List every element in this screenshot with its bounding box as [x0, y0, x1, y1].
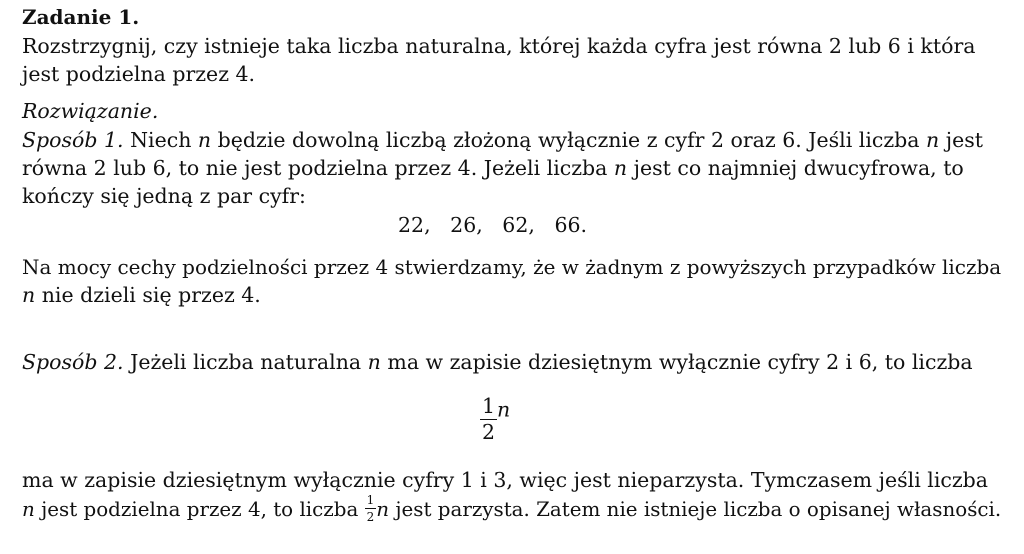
digit-pairs-list: 22, 26, 62, 66. — [398, 213, 588, 237]
variable-n: n — [22, 283, 36, 307]
variable-n: n — [613, 156, 628, 180]
fraction-one-half — [480, 396, 497, 442]
method-2-line-3 — [22, 494, 1001, 523]
text-segment: jest podzielna przez 4, to liczba — [34, 498, 365, 521]
variable-n: n — [376, 498, 390, 521]
fraction-numerator: 1 — [482, 394, 496, 418]
text-segment: równa 2 lub 6, to nie jest podzielna przez 4. Jeżeli liczba — [22, 156, 614, 180]
text-segment: Niech — [123, 128, 198, 152]
text-segment: Jeżeli liczba naturalna — [123, 350, 368, 374]
method-1-line-5 — [22, 282, 261, 308]
variable-n: n — [926, 128, 940, 152]
fraction-denominator: 2 — [482, 419, 496, 444]
variable-n: n — [367, 350, 381, 374]
fraction-numerator: 1 — [366, 493, 375, 507]
fraction-denominator: 2 — [366, 510, 375, 524]
text-segment: jest — [939, 128, 984, 152]
method-1-label: Sposób 1. — [22, 128, 124, 152]
variable-n: n — [22, 498, 35, 521]
variable-n: n — [497, 397, 511, 422]
text-segment: jest co najmniej dwucyfrowa, to — [627, 156, 964, 180]
text-segment: jest parzysta. Zatem nie istnieje liczba o opisanej własności. — [389, 498, 1002, 521]
method-1-line-3: kończy się jedną z par cyfr: — [22, 184, 306, 208]
solution-label: Rozwiązanie. — [22, 99, 159, 123]
method-1-line-1 — [22, 127, 983, 153]
document-page — [22, 0, 1006, 554]
method-2-line-2: ma w zapisie dziesiętnym wyłącznie cyfry 1 i 3, więc jest nieparzysta. Tymczasem jeśli liczba — [22, 468, 989, 492]
half-n-display-formula — [480, 396, 510, 442]
problem-heading: Zadanie 1. — [22, 5, 140, 29]
inline-fraction-one-half — [365, 494, 377, 523]
method-1-line-4: Na mocy cechy podzielności przez 4 stwierdzamy, że w żadnym z powyższych przypadków liczba — [22, 255, 1002, 279]
problem-text-line-2: jest podzielna przez 4. — [22, 62, 256, 86]
variable-n: n — [197, 128, 212, 152]
text-segment: będzie dowolną liczbą złożoną wyłącznie z cyfr 2 oraz 6. Jeśli liczba — [211, 128, 927, 152]
problem-text-line-1: Rozstrzygnij, czy istnieje taka liczba naturalna, której każda cyfra jest równa 2 lub 6 i która — [22, 34, 976, 58]
method-2-line-1 — [22, 349, 973, 375]
text-segment: ma w zapisie dziesiętnym wyłącznie cyfry 2 i 6, to liczba — [380, 350, 973, 374]
method-2-label: Sposób 2. — [22, 350, 124, 374]
method-1-line-2 — [22, 155, 964, 181]
text-segment: nie dzieli się przez 4. — [35, 283, 261, 307]
